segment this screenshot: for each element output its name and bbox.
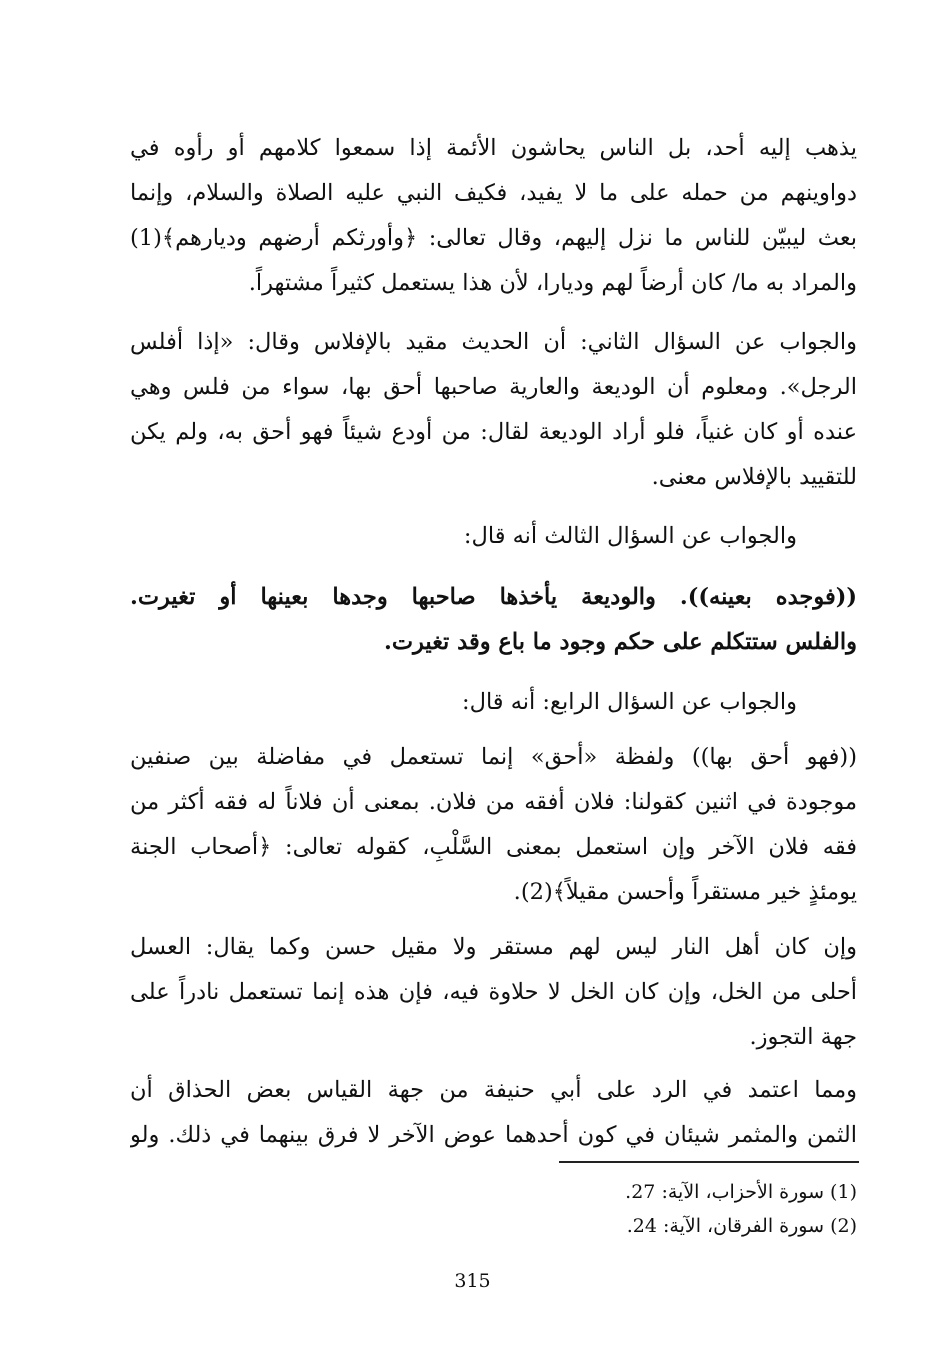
body-line: جهة التجوز.: [749, 1024, 857, 1050]
body-line: والمراد به ما/ كان أرضاً لهم وديارا، لأن هذا يستعمل كثيراً مشتهراً.: [248, 270, 857, 296]
footnote: (1) سورة الأحزاب، الآية: 27.: [625, 1181, 857, 1203]
body-line-bold: والفلس ستتكلم على حكم وجود ما باع وقد تغيرت.: [383, 629, 857, 655]
body-line: دواوينهم من حمله على ما لا يفيد، فكيف النبي عليه الصلاة والسلام، وإنما: [130, 180, 857, 206]
body-line: أحلى من الخل، وإن كان الخل لا حلاوة فيه، فإن هذه إنما تستعمل نادراً على: [130, 979, 857, 1005]
body-line: وإن كان أهل النار ليس لهم مستقر ولا مقيل حسن وكما يقال: العسل: [130, 934, 857, 960]
body-line: والجواب عن السؤال الثاني: أن الحديث مقيد بالإفلاس وقال: «إذا أفلس: [130, 329, 857, 355]
body-line: بعث ليبيّن للناس ما نزل إليهم، وقال تعالى: ﴿وأورثكم أرضهم وديارهم﴾(1): [130, 225, 857, 251]
body-line: فقه فلان الآخر وإن استعمل بمعنى السَّلْبِ، كقوله تعالى: ﴿أصحاب الجنة: [130, 834, 857, 860]
section-heading-line: والجواب عن السؤال الرابع: أنه قال:: [462, 689, 797, 715]
body-line: عنده أو كان غنياً، فلو أراد الوديعة لقال: من أودع شيئاً فهو أحق به، ولم يكن: [130, 419, 857, 445]
body-line: الرجل». ومعلوم أن الوديعة والعارية صاحبها أحق بها، سواء من فلس وهي: [130, 374, 857, 400]
section-heading-line: والجواب عن السؤال الثالث أنه قال:: [463, 523, 797, 549]
body-line: الثمن والمثمر شيئان في كون أحدهما عوض الآخر لا فرق بينهما في ذلك. ولو: [130, 1122, 857, 1148]
footnote: (2) سورة الفرقان، الآية: 24.: [626, 1215, 857, 1237]
page-number: 315: [454, 1270, 491, 1292]
footnote-separator: [559, 1161, 859, 1163]
body-line: يذهب إليه أحد، بل الناس يحاشون الأئمة إذا سمعوا كلامهم أو رأوه في: [130, 135, 857, 161]
body-line: يومئذٍ خير مستقراً وأحسن مقيلاً﴾(2).: [513, 879, 857, 905]
body-line: للتقييد بالإفلاس معنى.: [651, 464, 857, 490]
body-line: ((فهو أحق بها)) ولفظة «أحق» إنما تستعمل في مفاضلة بين صنفين: [130, 744, 857, 770]
body-line-bold: ((فوجده بعينه)). والوديعة يأخذها صاحبها وجدها بعينها أو تغيرت.: [130, 584, 857, 610]
body-line: ومما اعتمد في الرد على أبي حنيفة من جهة القياس بعض الحذاق أن: [130, 1077, 857, 1103]
body-line: موجودة في اثنين كقولنا: فلان أفقه من فلان. بمعنى أن فلاناً له فقه أكثر من: [130, 789, 857, 815]
